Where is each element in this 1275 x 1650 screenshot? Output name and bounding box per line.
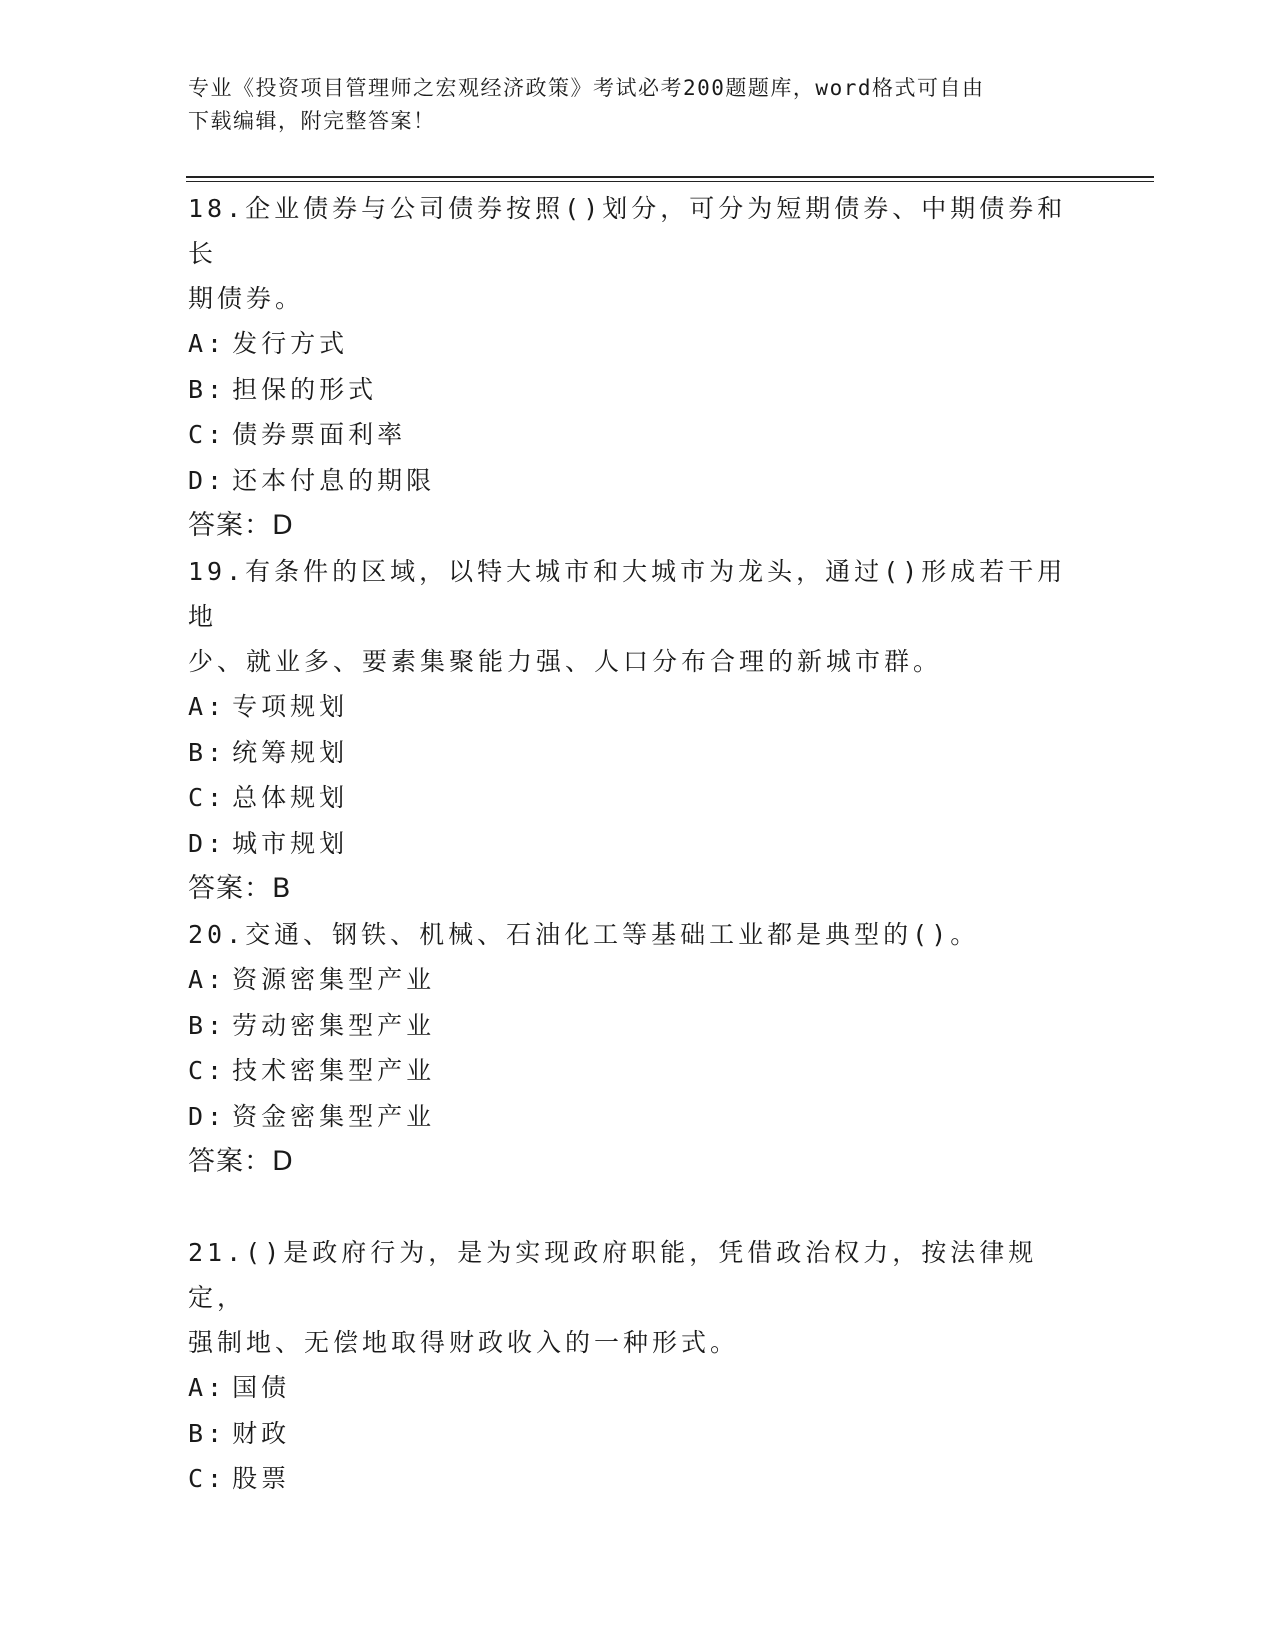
- question-stem-line: 20.交通、钢铁、机械、石油化工等基础工业都是典型的()。: [188, 920, 980, 949]
- question-19: [188, 549, 1088, 912]
- answer-line: 答案：B: [188, 873, 292, 904]
- answer-line: 答案：D: [188, 1146, 294, 1177]
- option-b: [188, 367, 1088, 413]
- option-c: [188, 412, 1088, 458]
- header-line-2: 下载编辑，附完整答案！: [188, 109, 436, 133]
- option-a: [188, 1365, 1088, 1411]
- header-line-1: 专业《投资项目管理师之宏观经济政策》考试必考200题题库，word格式可自由: [188, 76, 985, 100]
- question-stem-line: 少、就业多、要素集聚能力强、人口分布合理的新城市群。: [188, 647, 943, 676]
- question-stem-line: 18.企业债券与公司债券按照()划分，可分为短期债券、中期债券和长: [188, 194, 1067, 268]
- option-text: 技术密集型产业: [232, 1056, 436, 1085]
- option-text: 专项规划: [232, 692, 349, 721]
- question-20: [188, 912, 1088, 1185]
- option-letter: B:: [188, 374, 227, 404]
- question-18: [188, 186, 1088, 549]
- option-a: [188, 684, 1088, 730]
- option-letter: B:: [188, 737, 227, 767]
- option-b: [188, 1003, 1088, 1049]
- option-text: 劳动密集型产业: [232, 1010, 436, 1040]
- option-c: [188, 775, 1088, 821]
- option-text: 担保的形式: [232, 374, 378, 404]
- option-letter: C:: [188, 420, 227, 449]
- option-text: 债券票面利率: [232, 420, 407, 449]
- option-letter: D:: [188, 828, 227, 858]
- question-stem-line: 强制地、无偿地取得财政收入的一种形式。: [188, 1328, 740, 1357]
- option-text: 城市规划: [232, 828, 349, 858]
- option-text: 资金密集型产业: [232, 1101, 436, 1131]
- option-a: [188, 321, 1088, 367]
- option-d: [188, 1094, 1088, 1140]
- option-letter: C:: [188, 783, 227, 812]
- option-letter: A:: [188, 329, 227, 358]
- option-letter: A:: [188, 1373, 227, 1402]
- answer-line: 答案：D: [188, 510, 294, 541]
- header-rule-thick: [186, 176, 1154, 178]
- option-b: [188, 1411, 1088, 1457]
- question-stem-line: 19.有条件的区域，以特大城市和大城市为龙头，通过()形成若干用地: [188, 557, 1067, 631]
- option-text: 国债: [232, 1373, 291, 1402]
- option-c: [188, 1456, 1088, 1502]
- document-header: [188, 72, 1068, 138]
- option-letter: C:: [188, 1056, 227, 1085]
- option-text: 资源密集型产业: [232, 965, 436, 994]
- option-letter: D:: [188, 1101, 227, 1131]
- option-text: 总体规划: [232, 783, 349, 812]
- option-letter: C:: [188, 1464, 227, 1493]
- option-text: 统筹规划: [232, 737, 349, 767]
- option-text: 还本付息的期限: [232, 465, 436, 495]
- option-d: [188, 821, 1088, 867]
- header-rule-thin: [186, 181, 1154, 182]
- option-letter: B:: [188, 1010, 227, 1040]
- option-d: [188, 458, 1088, 504]
- question-21: [188, 1230, 1088, 1502]
- option-a: [188, 957, 1088, 1003]
- question-stem-line: 期债券。: [188, 284, 305, 313]
- option-text: 发行方式: [232, 329, 349, 358]
- option-text: 股票: [232, 1464, 291, 1493]
- option-text: 财政: [232, 1418, 291, 1448]
- option-c: [188, 1048, 1088, 1094]
- question-stem-line: 21.()是政府行为，是为实现政府职能，凭借政治权力，按法律规定，: [188, 1238, 1038, 1312]
- option-letter: B:: [188, 1418, 227, 1448]
- option-b: [188, 730, 1088, 776]
- option-letter: D:: [188, 465, 227, 495]
- option-letter: A:: [188, 692, 227, 721]
- option-letter: A:: [188, 965, 227, 994]
